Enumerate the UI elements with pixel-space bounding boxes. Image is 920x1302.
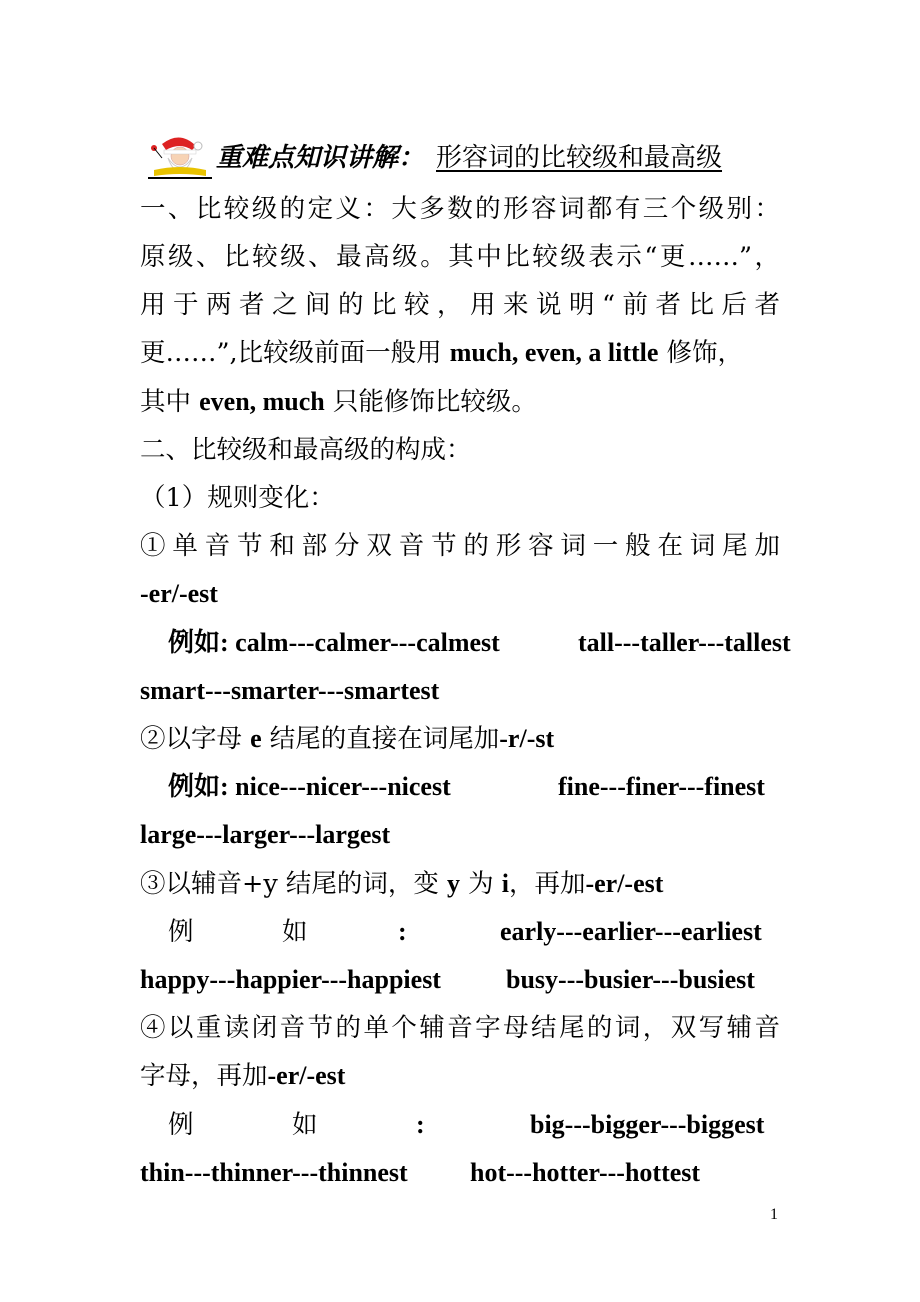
text-line-11: smart---smarter---smartest <box>140 676 440 705</box>
line4-part-a: 更……”,比较级前面一般用 <box>140 338 450 368</box>
line15-part-a: ③以辅音+y 结尾的词，变 <box>140 869 447 899</box>
line21-example-a: thin---thinner---thinnest <box>140 1158 408 1187</box>
title-main: 形容词的比较级和最高级 <box>436 143 723 173</box>
text-line-15 <box>140 860 780 908</box>
line20-colon: : <box>416 1110 425 1139</box>
line20-example: big---bigger---biggest <box>530 1110 765 1139</box>
text-line-9: -er/-est <box>140 579 218 608</box>
text-line-13 <box>168 763 780 811</box>
line17-example-a: happy---happier---happiest <box>140 965 441 994</box>
text-line-7: （1）规则变化： <box>140 483 335 513</box>
line16-example: early---earlier---earliest <box>500 917 762 946</box>
text-line-1: 一、比较级的定义：大多数的形容词都有三个级别： <box>140 194 780 224</box>
line5-part-b: even, much <box>199 387 325 416</box>
line16-li: 例 <box>168 917 194 947</box>
line15-part-d: i <box>501 869 509 898</box>
text-line-2: 原级、比较级、最高级。其中比较级表示“更……”， <box>140 242 780 272</box>
line12-part-a: ②以字母 <box>140 724 251 754</box>
line4-part-c: 修饰， <box>658 338 744 368</box>
text-line-16 <box>168 908 780 956</box>
line4-part-b: much, even, a little <box>449 338 659 367</box>
line21-example-b: hot---hotter---hottest <box>470 1158 701 1187</box>
page-number: 1 <box>770 1206 778 1223</box>
line13-example-a: 例如: nice---nicer---nicest <box>168 772 451 801</box>
text-line-12 <box>140 715 780 763</box>
line15-part-b: y <box>446 869 460 898</box>
text-line-17 <box>140 956 780 1004</box>
line12-part-d: -r/-st <box>499 724 555 753</box>
line16-ru: 如 <box>282 917 308 947</box>
text-line-4 <box>140 329 780 377</box>
text-line-3: 用于两者之间的比较，用来说明“前者比后者 <box>140 290 780 320</box>
line17-example-b: busy---busier---busiest <box>506 965 755 994</box>
text-line-19 <box>140 1052 780 1100</box>
line12-part-b: e <box>250 724 262 753</box>
text-line-8: ①单音节和部分双音节的形容词一般在词尾加 <box>140 531 780 561</box>
text-line-18: ④以重读闭音节的单个辅音字母结尾的词，双写辅音 <box>140 1013 780 1043</box>
text-line-20 <box>168 1101 780 1149</box>
line16-colon: : <box>398 917 407 946</box>
line15-part-e: ，再加 <box>508 869 586 899</box>
line19-part-b: -er/-est <box>267 1061 346 1090</box>
line5-part-a: 其中 <box>140 387 200 417</box>
line5-part-c: 只能修饰比较级。 <box>324 387 537 417</box>
line19-part-a: 字母，再加 <box>140 1061 268 1091</box>
text-line-21 <box>140 1149 780 1197</box>
line20-ru: 如 <box>292 1110 318 1140</box>
text-line-10 <box>168 619 808 667</box>
line12-part-c: 结尾的直接在词尾加 <box>261 724 500 754</box>
line15-part-c: 为 <box>459 869 502 899</box>
section-title <box>140 134 760 182</box>
line10-example-a: 例如: calm---calmer---calmest <box>168 628 500 657</box>
line13-example-b: fine---finer---finest <box>558 772 765 801</box>
title-kicker: 重难点知识讲解： <box>216 143 425 173</box>
line20-li: 例 <box>168 1110 194 1140</box>
line15-part-f: -er/-est <box>585 869 664 898</box>
line10-example-b: tall---taller---tallest <box>578 628 791 657</box>
text-line-14: large---larger---largest <box>140 820 391 849</box>
santa-icon <box>140 134 220 182</box>
text-line-6: 二、比较级和最高级的构成： <box>140 435 472 465</box>
text-line-5 <box>140 378 780 426</box>
